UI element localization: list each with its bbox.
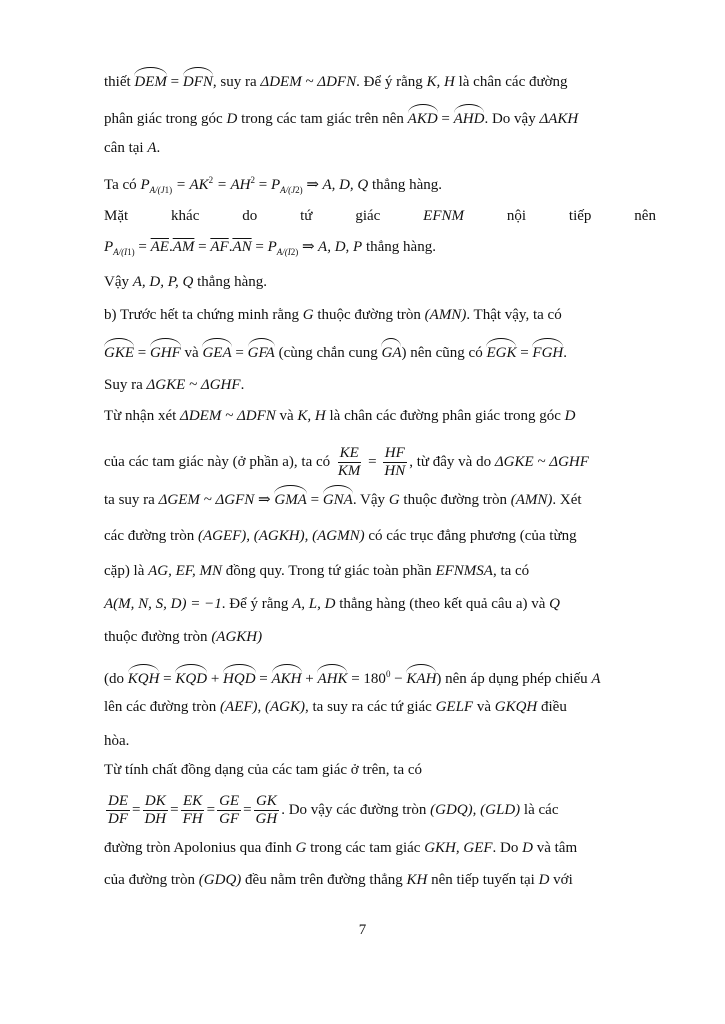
text-line-8: b) Trước hết ta chứng minh rằng G thuộc đường tròn (AMN). Thật vậy, ta có [104,307,562,323]
fraction-de-df: $\frac{DE}{DF}$ [108,793,128,827]
text-line-14: các đường tròn (AGEF), (AGKH), (AGMN) có các trục đẳng phương (của từng [104,528,577,544]
text-line-22: $\frac{DE}{DF}$ = $\frac{DK}{DH}$ = $\frac{EK}{FH}$ = $\frac{GE}{GF}$ = $\frac{GK}{GH}$ . Do vậy các đường tròn (GDQ), (GLD) là các [108,793,559,827]
text-line-2: phân giác trong góc D trong các tam giác trên nên AKD = AHD. Do vậy ΔAKH [104,111,579,127]
fraction-ek-fh: $\frac{EK}{FH}$ [182,793,203,827]
fraction-hf-hn: $\frac{HF}{HN}$ [384,445,406,479]
text-line-12: của các tam giác này (ở phần a), ta có $\frac{KE}{KM}$ = $\frac{HF}{HN}$ , từ đây và do ΔGKE ~ ΔGHF [104,445,589,479]
text-line-7: Vậy A, D, P, Q thẳng hàng. [104,274,268,290]
fraction-ge-gf: $\frac{GE}{GF}$ [219,793,240,827]
text-line-5: Mặt khác do tứ giác EFNM nội tiếp nên [104,208,656,224]
text-line-10: Suy ra ΔGKE ~ ΔGHF. [104,377,245,393]
text-line-4: Ta có $P_{A/(J1)} = AK^2 = AH^2 = P_{A/(J2)}$ ⇒ A, D, Q thẳng hàng. [104,175,442,195]
text-line-17: thuộc đường tròn (AGKH) [104,629,263,645]
text-line-9: GKE = GHF và GEA = GFA (cùng chắn cung GA) nên cũng có EGK = FGH. [104,345,567,361]
text-line-21: Từ tính chất đồng dạng của các tam giác ở trên, ta có [104,762,423,778]
text-line-6: $P_{A/(I1)} = \overline{AE}.\overline{AM} = \overline{AF}.\overline{AN} = P_{A/(I2)}$ ⇒ A, D, P thẳng hàng. [104,239,436,257]
text-line-19: lên các đường tròn (AEF), (AGK), ta suy ra các tứ giác GELF và GKQH điều [104,699,567,715]
text-line-24: của đường tròn (GDQ) đều nằm trên đường thẳng KH nên tiếp tuyến tại D với [104,872,573,888]
text-line-16: A(M, N, S, D) = −1. Để ý rằng A, L, D thẳng hàng (theo kết quả câu a) và Q [104,596,560,612]
text-line-15: cặp) là AG, EF, MN đồng quy. Trong tứ giác toàn phần EFNMSA, ta có [104,563,530,579]
fraction-dk-dh: $\frac{DK}{DH}$ [144,793,167,827]
text-line-18: (do KQH = KQD + HQD = AKH + AHK = $180^0 - KAH$) nên áp dụng phép chiếu A [104,669,601,687]
text-line-20: hòa. [104,733,130,749]
page-number: 7 [358,922,367,938]
text-line-13: ta suy ra ΔGEM ~ ΔGFN ⇒ GMA = GNA. Vậy G thuộc đường tròn (AMN). Xét [104,492,582,508]
text-line-3: cân tại A. [104,140,161,156]
text-line-23: đường tròn Apolonius qua đỉnh G trong các tam giác GKH, GEF. Do D và tâm [104,840,578,856]
fraction-gk-gh: $\frac{GK}{GH}$ [255,793,278,827]
fraction-ke-km: $\frac{KE}{KM}$ [337,445,361,479]
text-line-1: thiết DEM = DFN, suy ra ΔDEM ~ ΔDFN. Để ý rằng K, H là chân các đường [104,74,568,90]
text-line-11: Từ nhận xét ΔDEM ~ ΔDFN và K, H là chân các đường phân giác trong góc D [104,408,576,424]
